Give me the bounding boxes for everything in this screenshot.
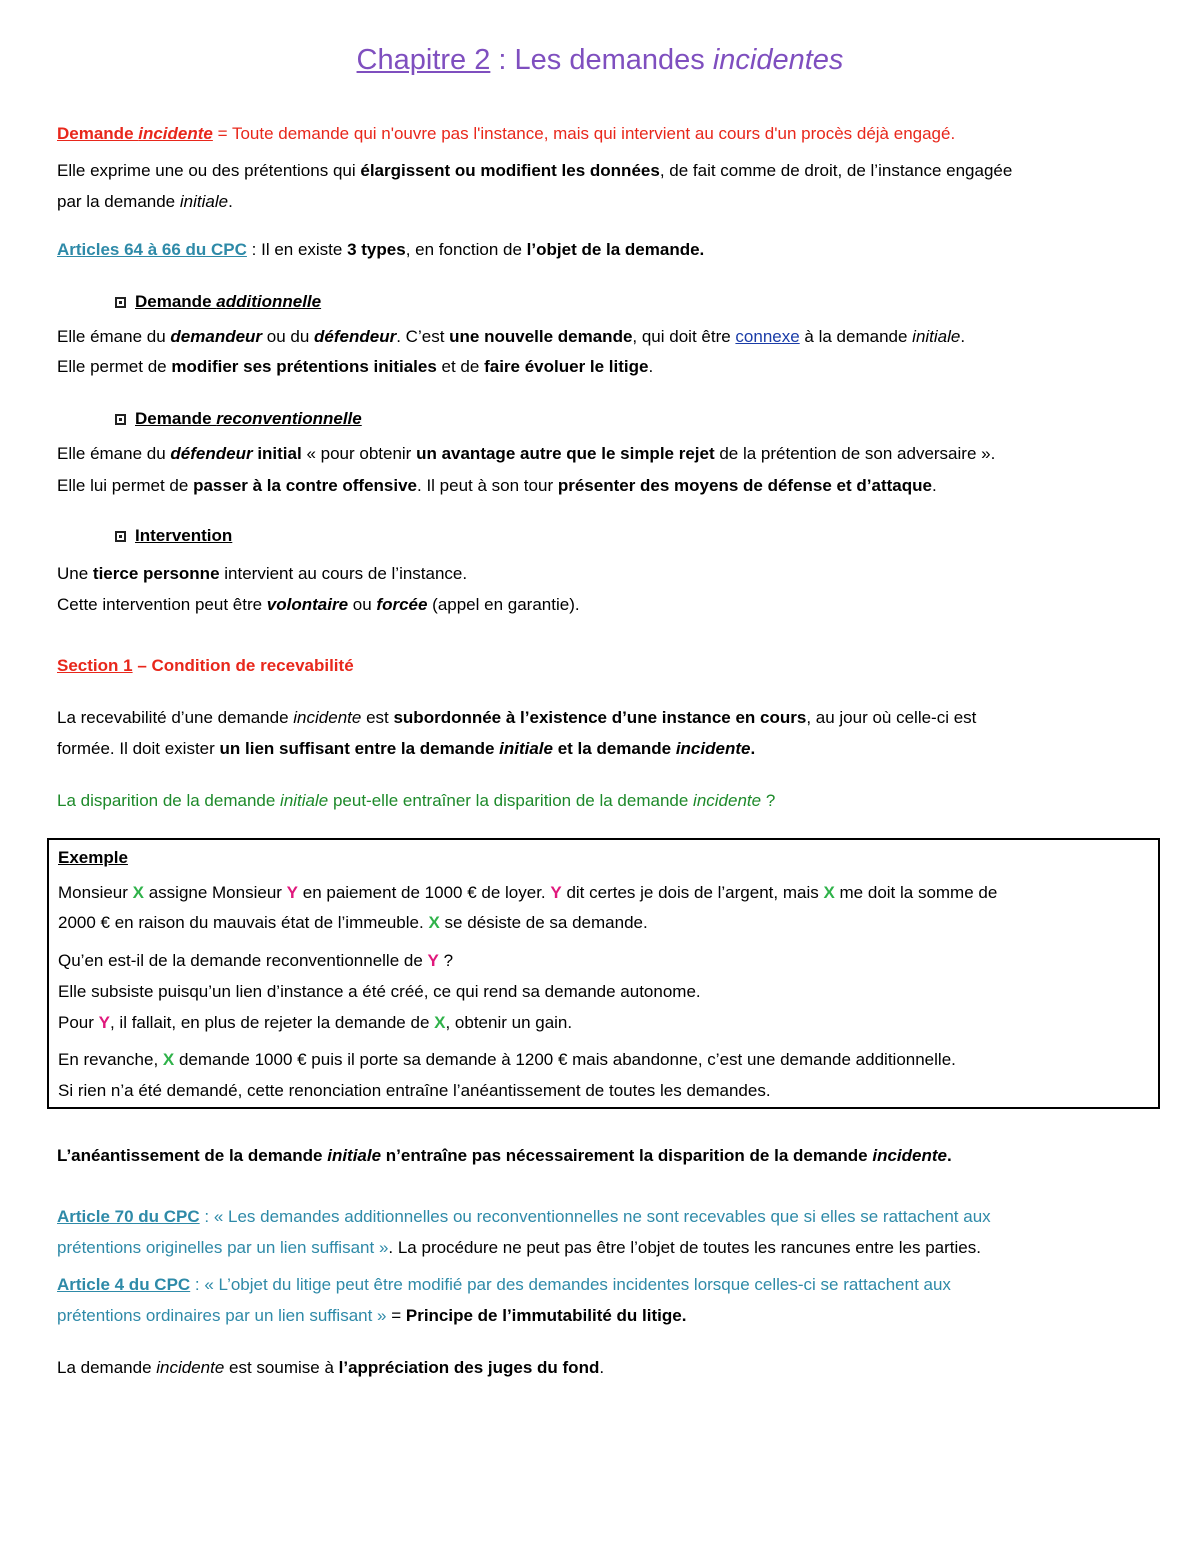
heading-reconventionnelle: Demande reconventionnelle <box>115 408 362 430</box>
article-70-line-2: prétentions originelles par un lien suffisant ». La procédure ne peut pas être l’objet de toutes les rancunes entre les parties. <box>57 1238 981 1257</box>
article-70-line-1: Article 70 du CPC : « Les demandes additionnelles ou reconventionnelles ne sont recevables que si elles se rattachent aux <box>57 1207 991 1226</box>
additionnelle-line-2: Elle permet de modifier ses prétentions initiales et de faire évoluer le litige. <box>57 357 654 376</box>
example-heading: Exemple <box>58 848 128 867</box>
reconventionnelle-line-1: Elle émane du défendeur initial « pour obtenir un avantage autre que le simple rejet de la prétention de son adversaire ». <box>57 444 996 463</box>
intervention-line-2: Cette intervention peut être volontaire ou forcée (appel en garantie). <box>57 595 580 614</box>
article-4-line-2: prétentions ordinaires par un lien suffisant » = Principe de l’immutabilité du litige. <box>57 1306 687 1325</box>
example-line-1: Monsieur X assigne Monsieur Y en paiement de 1000 € de loyer. Y dit certes je dois de l’argent, mais X me doit la somme de <box>58 883 998 902</box>
section-1-heading: Section 1 – Condition de recevabilité <box>57 656 354 675</box>
section-1-question: La disparition de la demande initiale peut-elle entraîner la disparition de la demande incidente ? <box>57 791 776 810</box>
page-title: Chapitre 2 : Les demandes incidentes <box>356 44 844 76</box>
example-line-6: En revanche, X demande 1000 € puis il porte sa demande à 1200 € mais abandonne, c’est une demande additionnelle. <box>58 1050 956 1069</box>
example-line-4: Elle subsiste puisqu’un lien d’instance a été créé, ce qui rend sa demande autonome. <box>58 982 701 1001</box>
checkbox-bullet-icon <box>115 297 126 308</box>
section-1-line-1: La recevabilité d’une demande incidente est subordonnée à l’existence d’une instance en cours, au jour où celle-ci est <box>57 708 977 727</box>
article-4-line-1: Article 4 du CPC : « L’objet du litige peut être modifié par des demandes incidentes lorsque celles-ci se rattachent aux <box>57 1275 951 1294</box>
example-line-3: Qu’en est-il de la demande reconventionnelle de Y ? <box>58 951 454 970</box>
example-line-5: Pour Y, il fallait, en plus de rejeter la demande de X, obtenir un gain. <box>58 1013 573 1032</box>
heading-intervention: Intervention <box>115 525 232 547</box>
final-line: La demande incidente est soumise à l’appréciation des juges du fond. <box>57 1358 605 1377</box>
article-4-reference: Article 4 du CPC <box>57 1275 191 1294</box>
checkbox-bullet-icon <box>115 531 126 542</box>
section-1-line-2: formée. Il doit exister un lien suffisant entre la demande initiale et la demande incidente. <box>57 739 756 758</box>
checkbox-bullet-icon <box>115 414 126 425</box>
definition-line: Demande incidente = Toute demande qui n'ouvre pas l'instance, mais qui intervient au cours d'un procès déjà engagé. <box>57 124 956 143</box>
example-line-7: Si rien n’a été demandé, cette renonciation entraîne l’anéantissement de toutes les demandes. <box>58 1081 771 1100</box>
connexe-link[interactable]: connexe <box>735 327 800 346</box>
intro-line-1: Elle exprime une ou des prétentions qui élargissent ou modifient les données, de fait comme de droit, de l’instance engagée <box>57 161 1013 180</box>
conclusion-line: L’anéantissement de la demande initiale n’entraîne pas nécessairement la disparition de la demande incidente. <box>57 1146 952 1165</box>
example-box <box>47 838 1160 1109</box>
heading-additionnelle: Demande additionnelle <box>115 291 321 313</box>
intro-line-2: par la demande initiale. <box>57 192 233 211</box>
intervention-line-1: Une tierce personne intervient au cours de l’instance. <box>57 564 468 583</box>
reconventionnelle-line-2: Elle lui permet de passer à la contre offensive. Il peut à son tour présenter des moyens de défense et d’attaque. <box>57 476 937 495</box>
additionnelle-line-1: Elle émane du demandeur ou du défendeur. C’est une nouvelle demande, qui doit être connexe à la demande initiale. <box>57 327 966 346</box>
article-70-reference: Article 70 du CPC <box>57 1207 200 1226</box>
example-line-2: 2000 € en raison du mauvais état de l’immeuble. X se désiste de sa demande. <box>58 913 648 932</box>
articles-reference: Articles 64 à 66 du CPC <box>57 240 247 259</box>
articles-line: Articles 64 à 66 du CPC : Il en existe 3 types, en fonction de l’objet de la demande. <box>57 240 705 259</box>
